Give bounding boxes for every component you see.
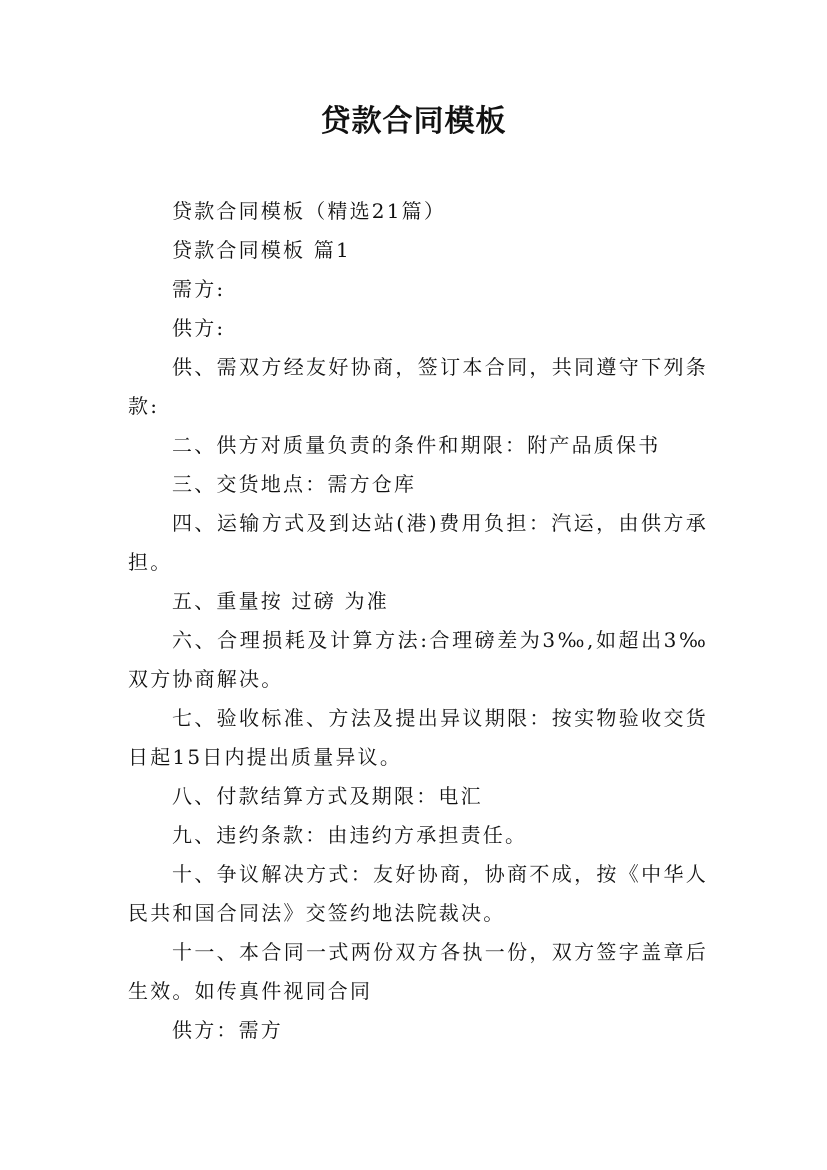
paragraph-preamble: 供、需双方经友好协商，签订本合同，共同遵守下列条款: [128, 355, 708, 418]
document-title: 贷款合同模板 [320, 104, 507, 139]
paragraph-section-heading: 贷款合同模板 篇1 [172, 238, 351, 262]
paragraph-clause-7: 七、验收标准、方法及提出异议期限：按实物验收交货日起15日内提出质量异议。 [128, 706, 708, 769]
paragraph-subtitle: 贷款合同模板（精选21篇） [172, 199, 447, 223]
paragraph-signature-line: 供方：需方 [172, 1018, 283, 1042]
paragraph-clause-10: 十、争议解决方式：友好协商，协商不成，按《中华人民共和国合同法》交签约地法院裁决。 [128, 862, 708, 925]
paragraph-buyer: 需方: [172, 277, 226, 301]
document-body [128, 192, 708, 1050]
paragraph-clause-6: 六、合理损耗及计算方法:合理磅差为3‰,如超出3‰双方协商解决。 [128, 628, 708, 691]
paragraph-clause-5: 五、重量按 过磅 为准 [172, 589, 389, 613]
paragraph-clause-4: 四、运输方式及到达站(港)费用负担：汽运，由供方承担。 [128, 511, 708, 574]
paragraph-clause-11: 十一、本合同一式两份双方各执一份，双方签字盖章后生效。如传真件视同合同 [128, 940, 708, 1003]
paragraph-supplier: 供方: [172, 316, 226, 340]
paragraph-clause-3: 三、交货地点：需方仓库 [172, 472, 417, 496]
paragraph-clause-8: 八、付款结算方式及期限：电汇 [172, 784, 483, 808]
paragraph-clause-2: 二、供方对质量负责的条件和期限：附产品质保书 [172, 433, 661, 457]
paragraph-clause-9: 九、违约条款：由违约方承担责任。 [172, 823, 528, 847]
